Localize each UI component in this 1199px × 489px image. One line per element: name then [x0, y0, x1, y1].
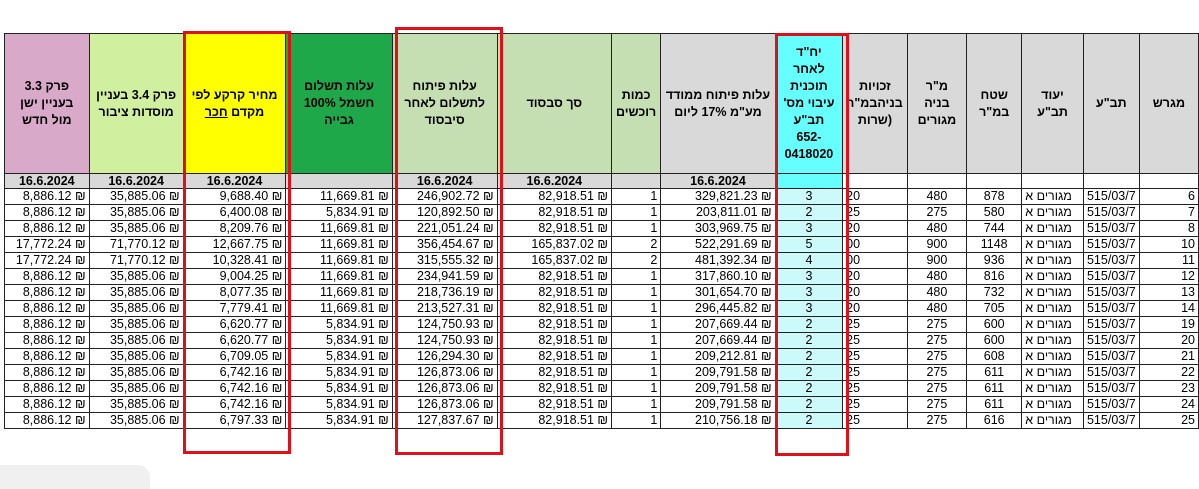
- header-chapter-3-3[interactable]: פרק 3.3 בעניין ישן מול חדש: [5, 34, 90, 174]
- cell-building-rights[interactable]: 20: [843, 301, 908, 317]
- cell-plot[interactable]: 19: [1139, 317, 1198, 333]
- cell-chapter-3-4[interactable]: 35,885.06 ₪: [89, 189, 183, 205]
- cell-total-subsidy[interactable]: 82,918.51 ₪: [497, 413, 611, 429]
- cell-area[interactable]: 878: [967, 189, 1022, 205]
- date-row: [5, 174, 1199, 189]
- cell-plan-number[interactable]: 515/03/7: [1083, 205, 1139, 221]
- cell-chapter-3-4[interactable]: 71,770.12 ₪: [89, 253, 183, 269]
- cell-chapter-3-3[interactable]: 8,886.12 ₪: [5, 365, 90, 381]
- cell-buyers-count[interactable]: 1: [612, 205, 661, 221]
- cell-plot[interactable]: 8: [1139, 221, 1198, 237]
- cell-residential-area[interactable]: 480: [907, 221, 966, 237]
- cell-total-subsidy[interactable]: 82,918.51 ₪: [497, 317, 611, 333]
- header-development-cost-after-subsidy[interactable]: עלות פיתוח לתשלום לאחר סיבסוד: [392, 34, 497, 174]
- cell-total-subsidy[interactable]: 82,918.51 ₪: [497, 381, 611, 397]
- cell-buyers-count[interactable]: 1: [612, 301, 661, 317]
- cell-building-rights[interactable]: 25: [843, 317, 908, 333]
- cell-buyers-count[interactable]: 1: [612, 221, 661, 237]
- cell-electricity-cost[interactable]: 5,834.91 ₪: [286, 397, 392, 413]
- table-row: [5, 365, 1199, 381]
- date-cell[interactable]: 16.6.2024: [661, 174, 775, 189]
- cell-plan-number[interactable]: 515/03/7: [1083, 269, 1139, 285]
- date-cell-empty[interactable]: [1139, 174, 1198, 189]
- cell-area[interactable]: 611: [967, 365, 1022, 381]
- cell-residential-area[interactable]: 275: [907, 333, 966, 349]
- cell-buyers-count[interactable]: 1: [612, 349, 661, 365]
- cell-development-cost[interactable]: 126,873.06 ₪: [392, 397, 497, 413]
- cell-electricity-cost[interactable]: 11,669.81 ₪: [286, 285, 392, 301]
- cell-chapter-3-3[interactable]: 8,886.12 ₪: [5, 205, 90, 221]
- cell-area[interactable]: 616: [967, 413, 1022, 429]
- header-chapter-3-4[interactable]: פרק 3.4 בעניין מוסדות ציבור: [89, 34, 183, 174]
- cell-zoning[interactable]: מגורים א: [1022, 333, 1084, 349]
- cell-plot[interactable]: 24: [1139, 397, 1198, 413]
- cell-zoning[interactable]: מגורים א: [1022, 381, 1084, 397]
- cell-development-cost[interactable]: 126,873.06 ₪: [392, 365, 497, 381]
- header-area-sqm[interactable]: שטח במ"ר: [967, 34, 1022, 174]
- table-row: [5, 205, 1199, 221]
- cell-indexed-cost[interactable]: 207,669.44 ₪: [661, 333, 775, 349]
- cell-development-cost[interactable]: 124,750.93 ₪: [392, 317, 497, 333]
- header-zoning-purpose[interactable]: יעוד תב"ע: [1022, 34, 1084, 174]
- table-row: [5, 317, 1199, 333]
- cell-plot[interactable]: 25: [1139, 413, 1198, 429]
- cell-electricity-cost[interactable]: 5,834.91 ₪: [286, 349, 392, 365]
- cell-plan-number[interactable]: 515/03/7: [1083, 413, 1139, 429]
- cell-chapter-3-4[interactable]: 35,885.06 ₪: [89, 205, 183, 221]
- cell-total-subsidy[interactable]: 82,918.51 ₪: [497, 365, 611, 381]
- cell-land-price[interactable]: 8,077.35 ₪: [183, 285, 286, 301]
- cell-plot[interactable]: 6: [1139, 189, 1198, 205]
- cell-plan-number[interactable]: 515/03/7: [1083, 349, 1139, 365]
- cell-land-price[interactable]: 8,209.76 ₪: [183, 221, 286, 237]
- cell-building-rights[interactable]: 25: [843, 205, 908, 221]
- cell-plot[interactable]: 22: [1139, 365, 1198, 381]
- cell-plot[interactable]: 12: [1139, 269, 1198, 285]
- cell-zoning[interactable]: מגורים א: [1022, 205, 1084, 221]
- cell-total-subsidy[interactable]: 165,837.02 ₪: [497, 253, 611, 269]
- cell-total-subsidy[interactable]: 82,918.51 ₪: [497, 205, 611, 221]
- cell-indexed-cost[interactable]: 481,392.34 ₪: [661, 253, 775, 269]
- cell-land-price[interactable]: 6,742.16 ₪: [183, 381, 286, 397]
- date-cell[interactable]: 16.6.2024: [89, 174, 183, 189]
- cell-land-price[interactable]: 6,797.33 ₪: [183, 413, 286, 429]
- cell-buyers-count[interactable]: 1: [612, 381, 661, 397]
- cell-plan-number[interactable]: 515/03/7: [1083, 253, 1139, 269]
- cell-plot[interactable]: 10: [1139, 237, 1198, 253]
- cell-total-subsidy[interactable]: 82,918.51 ₪: [497, 333, 611, 349]
- cell-plot[interactable]: 14: [1139, 301, 1198, 317]
- cell-units[interactable]: 3: [775, 221, 842, 237]
- cell-units[interactable]: 2: [775, 349, 842, 365]
- cell-building-rights[interactable]: 25: [843, 365, 908, 381]
- cell-residential-area[interactable]: 480: [907, 269, 966, 285]
- cell-buyers-count[interactable]: 1: [612, 285, 661, 301]
- cell-chapter-3-3[interactable]: 8,886.12 ₪: [5, 189, 90, 205]
- date-cell-empty[interactable]: [907, 174, 966, 189]
- cell-building-rights[interactable]: 20: [843, 189, 908, 205]
- header-land-price-underlined: חכר: [204, 104, 228, 119]
- cell-residential-area[interactable]: 275: [907, 205, 966, 221]
- cell-total-subsidy[interactable]: 82,918.51 ₪: [497, 189, 611, 205]
- cell-plan-number[interactable]: 515/03/7: [1083, 381, 1139, 397]
- date-cell-empty[interactable]: [286, 174, 392, 189]
- table-row: [5, 189, 1199, 205]
- cell-indexed-cost[interactable]: 301,654.70 ₪: [661, 285, 775, 301]
- bottom-overlay: [0, 465, 150, 489]
- cell-zoning[interactable]: מגורים א: [1022, 189, 1084, 205]
- date-cell-empty[interactable]: [967, 174, 1022, 189]
- cell-chapter-3-3[interactable]: 8,886.12 ₪: [5, 285, 90, 301]
- cell-residential-area[interactable]: 275: [907, 317, 966, 333]
- header-land-price[interactable]: [183, 34, 286, 174]
- cell-units[interactable]: 2: [775, 333, 842, 349]
- cell-total-subsidy[interactable]: 165,837.02 ₪: [497, 237, 611, 253]
- cell-plot[interactable]: 11: [1139, 253, 1198, 269]
- cell-land-price[interactable]: 6,742.16 ₪: [183, 365, 286, 381]
- cell-chapter-3-4[interactable]: 35,885.06 ₪: [89, 301, 183, 317]
- cell-zoning[interactable]: מגורים א: [1022, 221, 1084, 237]
- cell-development-cost[interactable]: 315,555.32 ₪: [392, 253, 497, 269]
- cell-development-cost[interactable]: 213,527.31 ₪: [392, 301, 497, 317]
- cell-development-cost[interactable]: 356,454.67 ₪: [392, 237, 497, 253]
- cell-development-cost[interactable]: 234,941.59 ₪: [392, 269, 497, 285]
- cell-area[interactable]: 1148: [967, 237, 1022, 253]
- cell-electricity-cost[interactable]: 5,834.91 ₪: [286, 413, 392, 429]
- cell-buyers-count[interactable]: 1: [612, 333, 661, 349]
- cell-electricity-cost[interactable]: 5,834.91 ₪: [286, 381, 392, 397]
- header-total-subsidy[interactable]: סך סבסוד: [497, 34, 611, 174]
- cell-chapter-3-4[interactable]: 35,885.06 ₪: [89, 381, 183, 397]
- cell-chapter-3-4[interactable]: 35,885.06 ₪: [89, 317, 183, 333]
- header-plot[interactable]: מגרש: [1139, 34, 1198, 174]
- cell-residential-area[interactable]: 480: [907, 301, 966, 317]
- cell-development-cost[interactable]: 127,837.67 ₪: [392, 413, 497, 429]
- cell-electricity-cost[interactable]: 11,669.81 ₪: [286, 269, 392, 285]
- cell-total-subsidy[interactable]: 82,918.51 ₪: [497, 397, 611, 413]
- cell-units[interactable]: 2: [775, 397, 842, 413]
- cell-plan-number[interactable]: 515/03/7: [1083, 301, 1139, 317]
- cell-area[interactable]: 608: [967, 349, 1022, 365]
- cell-building-rights[interactable]: 25: [843, 349, 908, 365]
- cell-indexed-cost[interactable]: 209,212.81 ₪: [661, 349, 775, 365]
- table-row: [5, 237, 1199, 253]
- cell-chapter-3-4[interactable]: 71,770.12 ₪: [89, 237, 183, 253]
- table-body: [5, 189, 1199, 429]
- cell-buyers-count[interactable]: 1: [612, 413, 661, 429]
- cell-building-rights[interactable]: 25: [843, 381, 908, 397]
- cell-chapter-3-3[interactable]: 8,886.12 ₪: [5, 221, 90, 237]
- cell-units[interactable]: 2: [775, 365, 842, 381]
- cell-area[interactable]: 732: [967, 285, 1022, 301]
- cell-area[interactable]: 600: [967, 317, 1022, 333]
- cell-land-price[interactable]: 7,779.41 ₪: [183, 301, 286, 317]
- cell-chapter-3-3[interactable]: 8,886.12 ₪: [5, 413, 90, 429]
- cell-building-rights[interactable]: 20: [843, 269, 908, 285]
- cell-land-price[interactable]: 9,688.40 ₪: [183, 189, 286, 205]
- cell-area[interactable]: 705: [967, 301, 1022, 317]
- header-electricity-cost[interactable]: עלות תשלום חשמל 100% גבייה: [286, 34, 392, 174]
- cell-indexed-cost[interactable]: 207,669.44 ₪: [661, 317, 775, 333]
- cell-indexed-cost[interactable]: 209,791.58 ₪: [661, 397, 775, 413]
- cell-residential-area[interactable]: 275: [907, 397, 966, 413]
- cell-electricity-cost[interactable]: 11,669.81 ₪: [286, 237, 392, 253]
- cell-chapter-3-4[interactable]: 35,885.06 ₪: [89, 285, 183, 301]
- cell-zoning[interactable]: מגורים א: [1022, 349, 1084, 365]
- date-cell[interactable]: 16.6.2024: [497, 174, 611, 189]
- cell-residential-area[interactable]: 900: [907, 237, 966, 253]
- cell-buyers-count[interactable]: 2: [612, 237, 661, 253]
- cell-zoning[interactable]: מגורים א: [1022, 237, 1084, 253]
- cell-chapter-3-4[interactable]: 35,885.06 ₪: [89, 269, 183, 285]
- cell-area[interactable]: 744: [967, 221, 1022, 237]
- header-buyers-count[interactable]: כמות רוכשים: [612, 34, 661, 174]
- cell-indexed-cost[interactable]: 209,791.58 ₪: [661, 381, 775, 397]
- cell-area[interactable]: 611: [967, 381, 1022, 397]
- cell-units[interactable]: 2: [775, 413, 842, 429]
- cell-units[interactable]: 4: [775, 253, 842, 269]
- table-row: [5, 349, 1199, 365]
- cell-zoning[interactable]: מגורים א: [1022, 397, 1084, 413]
- cell-building-rights[interactable]: 00: [843, 237, 908, 253]
- cell-zoning[interactable]: מגורים א: [1022, 301, 1084, 317]
- cell-plot[interactable]: 7: [1139, 205, 1198, 221]
- land-cost-table: [4, 33, 1199, 429]
- cell-land-price[interactable]: 10,328.41 ₪: [183, 253, 286, 269]
- cell-indexed-cost[interactable]: 209,791.58 ₪: [661, 365, 775, 381]
- header-building-rights[interactable]: זכויות בניהבמ"ר (שרות: [843, 34, 908, 174]
- cell-units[interactable]: 2: [775, 317, 842, 333]
- cell-residential-area[interactable]: 900: [907, 253, 966, 269]
- cell-indexed-cost[interactable]: 522,291.69 ₪: [661, 237, 775, 253]
- date-cell-empty[interactable]: [1022, 174, 1084, 189]
- cell-chapter-3-3[interactable]: 8,886.12 ₪: [5, 301, 90, 317]
- cell-units[interactable]: 2: [775, 205, 842, 221]
- cell-area[interactable]: 816: [967, 269, 1022, 285]
- header-land-price-text: מחיר קרקע לפי מקדם: [191, 87, 278, 119]
- table-row: [5, 381, 1199, 397]
- cell-residential-area[interactable]: 480: [907, 285, 966, 301]
- cell-zoning[interactable]: מגורים א: [1022, 269, 1084, 285]
- cell-development-cost[interactable]: 246,902.72 ₪: [392, 189, 497, 205]
- header-indexed-development-cost[interactable]: עלות פיתוח ממודד מע"מ 17% ליום: [661, 34, 775, 174]
- cell-chapter-3-3[interactable]: 17,772.24 ₪: [5, 253, 90, 269]
- cell-chapter-3-4[interactable]: 35,885.06 ₪: [89, 349, 183, 365]
- cell-indexed-cost[interactable]: 203,811.01 ₪: [661, 205, 775, 221]
- cell-electricity-cost[interactable]: 5,834.91 ₪: [286, 205, 392, 221]
- cell-plot[interactable]: 21: [1139, 349, 1198, 365]
- cell-chapter-3-4[interactable]: 35,885.06 ₪: [89, 221, 183, 237]
- cell-total-subsidy[interactable]: 82,918.51 ₪: [497, 269, 611, 285]
- cell-land-price[interactable]: 9,004.25 ₪: [183, 269, 286, 285]
- header-plan-number[interactable]: תב"ע: [1083, 34, 1139, 174]
- cell-indexed-cost[interactable]: 303,969.75 ₪: [661, 221, 775, 237]
- cell-area[interactable]: 936: [967, 253, 1022, 269]
- cell-units[interactable]: 5: [775, 237, 842, 253]
- cell-total-subsidy[interactable]: 82,918.51 ₪: [497, 285, 611, 301]
- cell-building-rights[interactable]: 00: [843, 253, 908, 269]
- cell-indexed-cost[interactable]: 296,445.82 ₪: [661, 301, 775, 317]
- table-row: [5, 397, 1199, 413]
- cell-zoning[interactable]: מגורים א: [1022, 317, 1084, 333]
- cell-chapter-3-4[interactable]: 35,885.06 ₪: [89, 397, 183, 413]
- date-cell[interactable]: 16.6.2024: [183, 174, 286, 189]
- cell-units[interactable]: 3: [775, 301, 842, 317]
- cell-total-subsidy[interactable]: 82,918.51 ₪: [497, 301, 611, 317]
- cell-land-price[interactable]: 6,620.77 ₪: [183, 333, 286, 349]
- cell-residential-area[interactable]: 275: [907, 349, 966, 365]
- cell-electricity-cost[interactable]: 11,669.81 ₪: [286, 189, 392, 205]
- cell-development-cost[interactable]: 218,736.19 ₪: [392, 285, 497, 301]
- cell-development-cost[interactable]: 120,892.50 ₪: [392, 205, 497, 221]
- cell-plan-number[interactable]: 515/03/7: [1083, 333, 1139, 349]
- cell-indexed-cost[interactable]: 317,860.10 ₪: [661, 269, 775, 285]
- cell-plot[interactable]: 20: [1139, 333, 1198, 349]
- cell-plan-number[interactable]: 515/03/7: [1083, 221, 1139, 237]
- cell-buyers-count[interactable]: 1: [612, 317, 661, 333]
- date-cell-empty[interactable]: [1083, 174, 1139, 189]
- cell-units[interactable]: 2: [775, 381, 842, 397]
- cell-units[interactable]: 3: [775, 269, 842, 285]
- cell-chapter-3-3[interactable]: 8,886.12 ₪: [5, 349, 90, 365]
- table-row: [5, 253, 1199, 269]
- cell-chapter-3-3[interactable]: 8,886.12 ₪: [5, 381, 90, 397]
- cell-plan-number[interactable]: 515/03/7: [1083, 237, 1139, 253]
- cell-area[interactable]: 580: [967, 205, 1022, 221]
- cell-building-rights[interactable]: 20: [843, 285, 908, 301]
- cell-plan-number[interactable]: 515/03/7: [1083, 285, 1139, 301]
- cell-development-cost[interactable]: 124,750.93 ₪: [392, 333, 497, 349]
- date-cell-empty[interactable]: [843, 174, 908, 189]
- cell-development-cost[interactable]: 126,294.30 ₪: [392, 349, 497, 365]
- cell-electricity-cost[interactable]: 11,669.81 ₪: [286, 301, 392, 317]
- cell-electricity-cost[interactable]: 5,834.91 ₪: [286, 317, 392, 333]
- cell-land-price[interactable]: 6,620.77 ₪: [183, 317, 286, 333]
- cell-electricity-cost[interactable]: 5,834.91 ₪: [286, 365, 392, 381]
- cell-total-subsidy[interactable]: 82,918.51 ₪: [497, 349, 611, 365]
- cell-development-cost[interactable]: 126,873.06 ₪: [392, 381, 497, 397]
- cell-buyers-count[interactable]: 1: [612, 365, 661, 381]
- cell-electricity-cost[interactable]: 11,669.81 ₪: [286, 221, 392, 237]
- table-row: [5, 413, 1199, 429]
- cell-residential-area[interactable]: 275: [907, 365, 966, 381]
- cell-building-rights[interactable]: 25: [843, 397, 908, 413]
- header-row: [5, 34, 1199, 174]
- header-residential-area[interactable]: מ"ר בניה מגורים: [907, 34, 966, 174]
- cell-buyers-count[interactable]: 1: [612, 189, 661, 205]
- header-units-after-plan[interactable]: יח"ד לאחר תוכנית עיבוי מס' תב"ע 652-0418020: [775, 34, 842, 174]
- cell-area[interactable]: 600: [967, 333, 1022, 349]
- date-cell[interactable]: 16.6.2024: [392, 174, 497, 189]
- date-cell-empty[interactable]: [775, 174, 842, 189]
- cell-zoning[interactable]: מגורים א: [1022, 285, 1084, 301]
- cell-plan-number[interactable]: 515/03/7: [1083, 189, 1139, 205]
- cell-chapter-3-3[interactable]: 8,886.12 ₪: [5, 333, 90, 349]
- cell-chapter-3-3[interactable]: 8,886.12 ₪: [5, 269, 90, 285]
- cell-building-rights[interactable]: 20: [843, 221, 908, 237]
- cell-indexed-cost[interactable]: 210,756.18 ₪: [661, 413, 775, 429]
- table-row: [5, 285, 1199, 301]
- cell-units[interactable]: 3: [775, 189, 842, 205]
- cell-residential-area[interactable]: 275: [907, 413, 966, 429]
- cell-plan-number[interactable]: 515/03/7: [1083, 397, 1139, 413]
- cell-plan-number[interactable]: 515/03/7: [1083, 365, 1139, 381]
- cell-total-subsidy[interactable]: 82,918.51 ₪: [497, 221, 611, 237]
- cell-land-price[interactable]: 12,667.75 ₪: [183, 237, 286, 253]
- cell-chapter-3-3[interactable]: 8,886.12 ₪: [5, 397, 90, 413]
- cell-plot[interactable]: 13: [1139, 285, 1198, 301]
- cell-building-rights[interactable]: 25: [843, 413, 908, 429]
- cell-residential-area[interactable]: 275: [907, 381, 966, 397]
- table-row: [5, 269, 1199, 285]
- cell-buyers-count[interactable]: 1: [612, 269, 661, 285]
- cell-electricity-cost[interactable]: 11,669.81 ₪: [286, 253, 392, 269]
- cell-buyers-count[interactable]: 2: [612, 253, 661, 269]
- cell-plan-number[interactable]: 515/03/7: [1083, 317, 1139, 333]
- table-row: [5, 301, 1199, 317]
- table-row: [5, 221, 1199, 237]
- cell-zoning[interactable]: מגורים א: [1022, 365, 1084, 381]
- cell-building-rights[interactable]: 25: [843, 333, 908, 349]
- cell-residential-area[interactable]: 480: [907, 189, 966, 205]
- cell-chapter-3-4[interactable]: 35,885.06 ₪: [89, 413, 183, 429]
- cell-development-cost[interactable]: 221,051.24 ₪: [392, 221, 497, 237]
- cell-indexed-cost[interactable]: 329,821.23 ₪: [661, 189, 775, 205]
- cell-zoning[interactable]: מגורים א: [1022, 413, 1084, 429]
- date-cell[interactable]: 16.6.2024: [5, 174, 90, 189]
- date-cell-empty[interactable]: [612, 174, 661, 189]
- cell-zoning[interactable]: מגורים א: [1022, 253, 1084, 269]
- table-row: [5, 333, 1199, 349]
- cell-plot[interactable]: 23: [1139, 381, 1198, 397]
- cell-area[interactable]: 611: [967, 397, 1022, 413]
- cell-chapter-3-3[interactable]: 8,886.12 ₪: [5, 317, 90, 333]
- cell-units[interactable]: 3: [775, 285, 842, 301]
- cell-buyers-count[interactable]: 1: [612, 397, 661, 413]
- cell-chapter-3-4[interactable]: 35,885.06 ₪: [89, 333, 183, 349]
- cell-electricity-cost[interactable]: 5,834.91 ₪: [286, 333, 392, 349]
- cell-land-price[interactable]: 6,400.08 ₪: [183, 205, 286, 221]
- cell-land-price[interactable]: 6,742.16 ₪: [183, 397, 286, 413]
- cell-chapter-3-3[interactable]: 17,772.24 ₪: [5, 237, 90, 253]
- cell-chapter-3-4[interactable]: 35,885.06 ₪: [89, 365, 183, 381]
- cell-land-price[interactable]: 6,709.05 ₪: [183, 349, 286, 365]
